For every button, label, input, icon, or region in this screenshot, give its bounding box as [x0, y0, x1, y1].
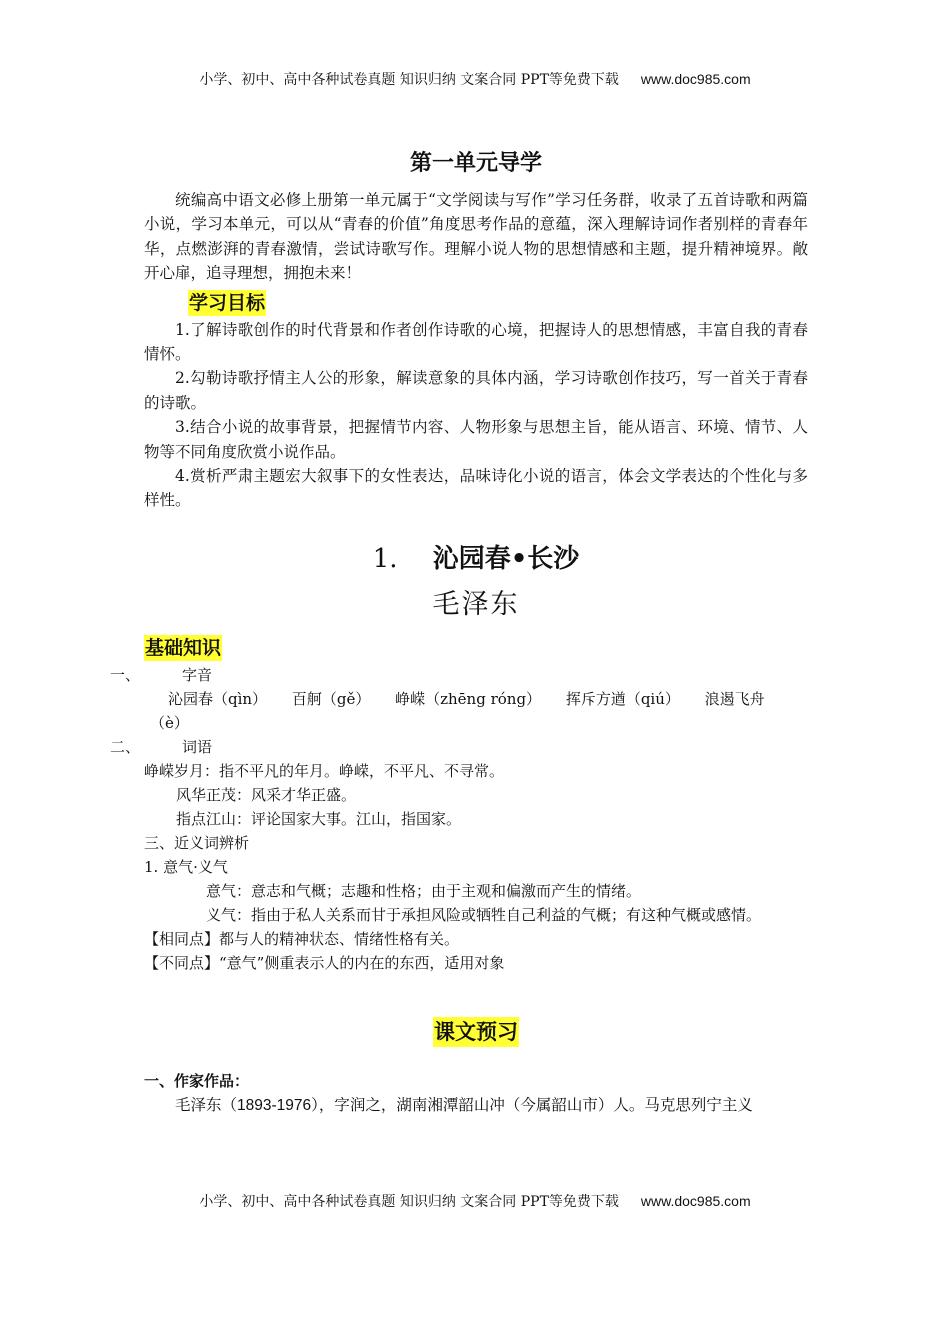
bio-text-start: 毛泽东（ — [175, 1095, 238, 1114]
basics-heading: 基础知识 — [145, 636, 222, 659]
lesson-author: 毛泽东 — [432, 588, 520, 620]
pron-item: 百舸（gě） — [291, 689, 371, 708]
unit-title: 第一单元导学 — [409, 151, 542, 176]
unit-intro: 统编高中语文必修上册第一单元属于“文学阅读与写作”学习任务群，收录了五首诗歌和两篇小说，学习本单元，可以从“青春的价值”角度思考作品的意蕴，深入理解诗词作者别样的青春年华，点燃澎湃的青春激情，尝试诗歌写作。理解小说人物的思想情感和主题，提升精神境界。敞开心扉，追寻理想，拥抱未来！ — [144, 191, 808, 283]
author-works-heading: 一、作家作品： — [144, 1071, 250, 1090]
pronunciation-list — [144, 687, 808, 711]
section-vocabulary — [110, 735, 808, 759]
bio-years: 1893-1976 — [237, 1096, 312, 1114]
main-content — [110, 138, 808, 1118]
goal-item-3: 3.结合小说的故事背景，把握情节内容、人物形象与思想主旨，能从语言、环境、情节、人物等不同角度欣赏小说作品。 — [144, 418, 808, 461]
author-bio — [144, 1093, 808, 1118]
header-site-link[interactable]: www.doc985.com — [640, 71, 751, 87]
header-text: 小学、初中、高中各种试卷真题 知识归纳 文案合同 PPT等免费下载 — [199, 72, 619, 88]
pron-item: 峥嵘（zhēng róng） — [395, 689, 542, 708]
section-number: 二、 — [110, 737, 141, 756]
pron-item: 挥斥方遒（qiú） — [565, 689, 680, 708]
lesson-name: 沁园春•长沙 — [432, 543, 580, 574]
word-entry-1: 峥嵘岁月：指不平凡的年月。峥嵘，不平凡、不寻常。 — [144, 761, 505, 780]
page-header — [0, 70, 950, 89]
section-label: 字音 — [182, 665, 213, 684]
section-synonyms: 三、近义词辨析 — [144, 833, 250, 852]
similarity-note: 【相同点】都与人的精神状态、情绪性格有关。 — [144, 929, 460, 948]
goal-item-1: 1.了解诗歌创作的时代背景和作者创作诗歌的心境，把握诗人的思想情感，丰富自我的青春情怀。 — [144, 320, 808, 364]
lesson-title — [144, 539, 808, 579]
goals-heading: 学习目标 — [189, 291, 266, 314]
pron-item: 浪遏飞舟 — [704, 689, 765, 708]
difference-note: 【不同点】“意气”侧重表示人的内在的东西，适用对象 — [144, 953, 505, 972]
synonym-pair-title: 1. 意气·义气 — [144, 857, 228, 876]
word-entry-3: 指点江山：评论国家大事。江山，指国家。 — [176, 809, 462, 828]
lesson-number: 1. — [372, 543, 398, 574]
pron-item: 沁园春（qìn） — [168, 689, 268, 708]
word-entry-2: 风华正茂：风采才华正盛。 — [176, 785, 357, 804]
pronunciation-continued: （è） — [150, 713, 189, 732]
footer-site-link[interactable]: www.doc985.com — [640, 1193, 751, 1209]
goal-item-4: 4.赏析严肃主题宏大叙事下的女性表达，品味诗化小说的语言，体会文学表达的个性化与多样性。 — [144, 467, 808, 510]
preview-heading-row — [144, 1017, 808, 1047]
page-footer — [0, 1192, 950, 1211]
preview-heading: 课文预习 — [433, 1017, 519, 1047]
footer-text: 小学、初中、高中各种试卷真题 知识归纳 文案合同 PPT等免费下载 — [199, 1194, 619, 1210]
definition-yiqi: 意气：意志和气概；志趣和性格；由于主观和偏激而产生的情绪。 — [206, 881, 642, 900]
definition-yiqi-righteous: 义气：指由于私人关系而甘于承担风险或牺牲自己利益的气概；有这种气概或感情。 — [206, 905, 762, 924]
section-pronunciation — [110, 663, 808, 687]
bio-text-end: ），字润之，湖南湘潭韶山冲（今属韶山市）人。马克思列宁主义 — [311, 1095, 753, 1114]
basics-heading-row — [144, 635, 808, 661]
section-number: 一、 — [110, 665, 141, 684]
section-label: 词语 — [182, 737, 213, 756]
goals-heading-row — [144, 290, 808, 316]
goal-item-2: 2.勾勒诗歌抒情主人公的形象，解读意象的具体内涵，学习诗歌创作技巧，写一首关于青春的诗歌。 — [144, 369, 808, 412]
